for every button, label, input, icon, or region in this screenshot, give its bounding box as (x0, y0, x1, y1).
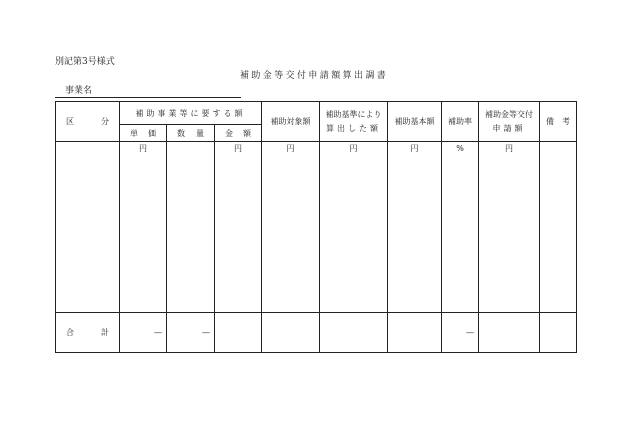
units-row (56, 142, 577, 155)
cell (479, 313, 540, 353)
entry-row (56, 155, 577, 313)
unit-yen: 円 (215, 142, 262, 155)
unit-yen: 円 (120, 142, 167, 155)
unit-yen: 円 (388, 142, 442, 155)
cell (167, 142, 215, 155)
unit-yen: 円 (479, 142, 540, 155)
cell (262, 155, 320, 313)
cell (56, 142, 120, 155)
cell (388, 155, 442, 313)
header-remarks: 備 考 (540, 102, 577, 142)
header-base-amount: 補助基本額 (388, 102, 442, 142)
cell (388, 313, 442, 353)
cell (442, 155, 479, 313)
cell (56, 155, 120, 313)
header-amount: 金 額 (215, 125, 262, 142)
cell (320, 313, 388, 353)
header-calc-amount: 補助基準により 算出した額 (320, 102, 388, 142)
dash-mark: — (442, 313, 479, 353)
header-unit-price: 単 価 (120, 125, 167, 142)
header-project-cost: 補助事業等に要する額 (120, 102, 262, 125)
form-number-label: 別記第3号様式 (55, 57, 115, 67)
unit-yen: 円 (262, 142, 320, 155)
header-target-amount: 補助対象額 (262, 102, 320, 142)
cell (120, 155, 167, 313)
cell (167, 155, 215, 313)
cell (540, 142, 577, 155)
header-apply-amount: 補助金等交付 申請額 (479, 102, 540, 142)
unit-yen: 円 (320, 142, 388, 155)
cell (479, 155, 540, 313)
document-title: 補助金等交付申請額算出調書 (240, 71, 389, 81)
project-name-line (55, 97, 241, 98)
cell (320, 155, 388, 313)
header-kubun: 区 分 (56, 102, 120, 142)
cell (540, 313, 577, 353)
cell (262, 313, 320, 353)
dash-mark: — (167, 313, 215, 353)
calculation-table (55, 101, 577, 353)
project-name-label: 事業名 (65, 86, 93, 96)
cell (215, 313, 262, 353)
unit-percent: % (442, 142, 479, 155)
total-label: 合 計 (56, 313, 120, 353)
cell (215, 155, 262, 313)
header-rate: 補助率 (442, 102, 479, 142)
header-quantity: 数 量 (167, 125, 215, 142)
total-row (56, 313, 577, 353)
dash-mark: — (120, 313, 167, 353)
cell (540, 155, 577, 313)
